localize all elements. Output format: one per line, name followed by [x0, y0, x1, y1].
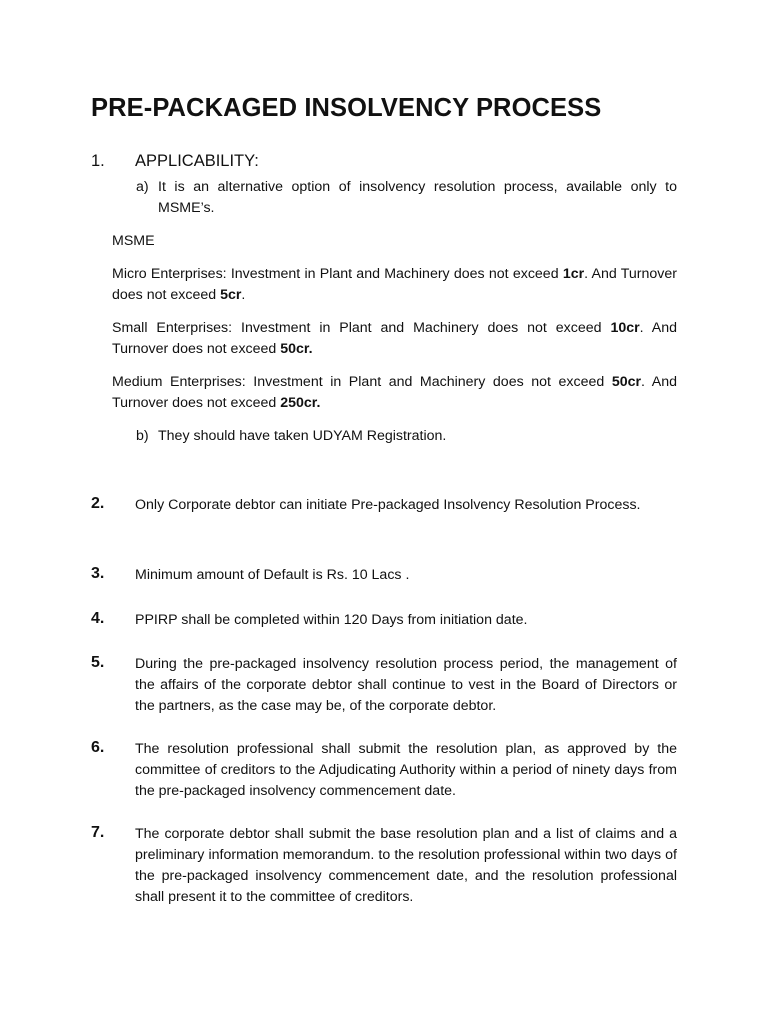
- small-turnover-limit: 50cr.: [280, 341, 313, 357]
- micro-enterprises-paragraph: Micro Enterprises: Investment in Plant and Machinery does not exceed 1cr. And Turnover does not exceed 5cr.: [112, 266, 677, 303]
- medium-enterprises-paragraph: Medium Enterprises: Investment in Plant and Machinery does not exceed 50cr. And Turnover does not exceed 250cr.: [112, 374, 677, 411]
- item-b-text: They should have taken UDYAM Registration.: [158, 428, 447, 444]
- item-2-number: 2.: [91, 495, 105, 512]
- section-1-number: 1.: [91, 152, 105, 170]
- medium-investment-limit: 50cr: [611, 374, 642, 390]
- micro-turnover-limit: 5cr: [220, 287, 242, 303]
- small-enterprises-paragraph: Small Enterprises: Investment in Plant and Machinery does not exceed 10cr. And Turnover does not exceed 50cr.: [112, 320, 677, 357]
- item-4-number: 4.: [91, 610, 105, 627]
- micro-investment-limit: 1cr: [562, 266, 585, 282]
- item-a-label: a): [136, 179, 149, 195]
- item-6-number: 6.: [91, 739, 105, 756]
- msme-label: MSME: [112, 233, 155, 249]
- item-5-number: 5.: [91, 654, 105, 671]
- item-5-text: During the pre-packaged insolvency resolution process period, the management of the affairs of the corporate debtor shall continue to vest in the Board of Directors or the partners, as the case may be, of the corporate debtor.: [135, 656, 677, 714]
- section-1-heading: APPLICABILITY:: [135, 152, 259, 170]
- item-4-text: PPIRP shall be completed within 120 Days from initiation date.: [135, 612, 528, 628]
- item-3-text: Minimum amount of Default is Rs. 10 Lacs .: [135, 567, 410, 583]
- medium-turnover-limit: 250cr.: [280, 395, 321, 411]
- item-6-text: The resolution professional shall submit the resolution plan, as approved by the committee of creditors to the Adjudicating Authority within a period of ninety days from the pre-packaged insolvency commencement date.: [135, 741, 677, 799]
- document-title: PRE-PACKAGED INSOLVENCY PROCESS: [91, 94, 602, 122]
- item-3-number: 3.: [91, 565, 105, 582]
- item-b-label: b): [136, 428, 149, 444]
- item-a-text: It is an alternative option of insolvency resolution process, available only to MSME’s.: [158, 179, 677, 216]
- item-7-text: The corporate debtor shall submit the base resolution plan and a list of claims and a preliminary information memorandum. to the resolution professional within two days of the pre-packaged insolvency commencement date, and the resolution professional shall present it to the committee of creditors.: [135, 826, 677, 905]
- small-investment-limit: 10cr: [610, 320, 640, 336]
- item-7-number: 7.: [91, 824, 105, 841]
- item-2-text: Only Corporate debtor can initiate Pre-packaged Insolvency Resolution Process.: [135, 497, 641, 513]
